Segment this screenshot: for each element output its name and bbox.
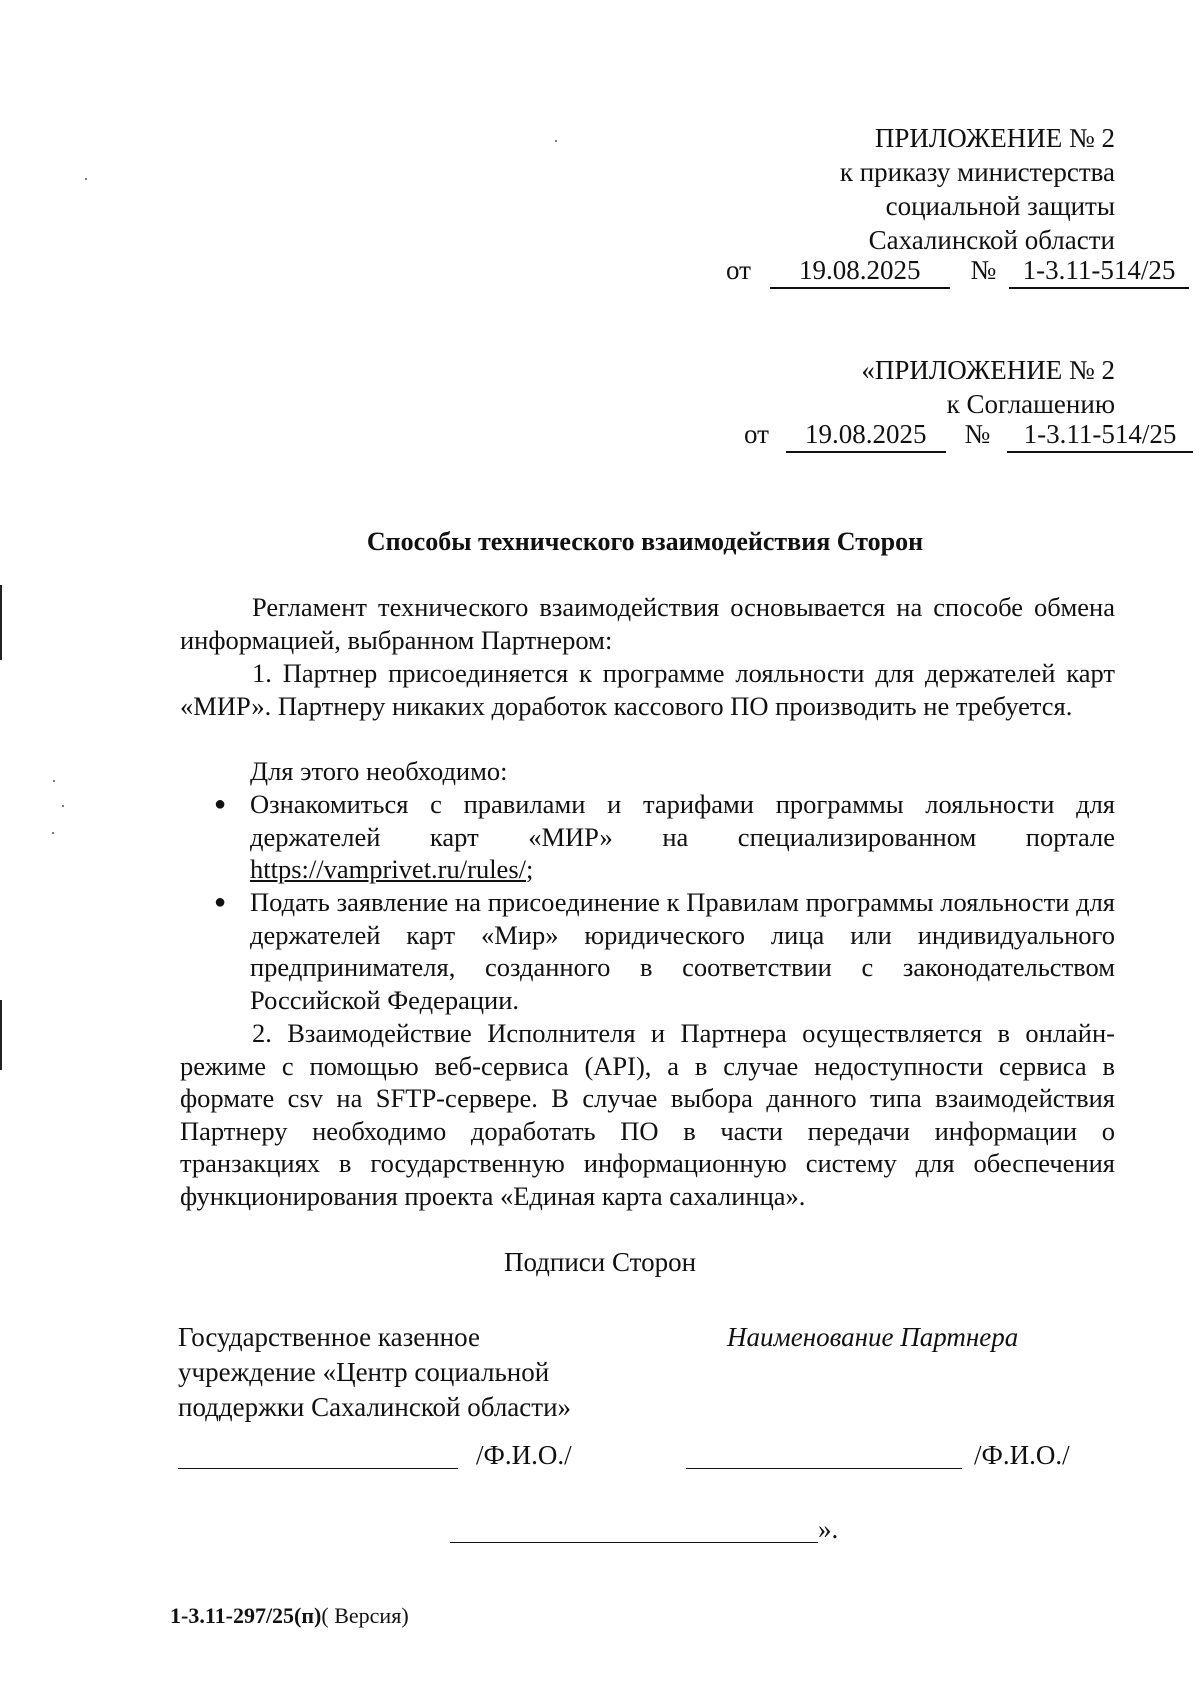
scan-edge-mark	[0, 585, 2, 660]
number-label: №	[970, 255, 997, 285]
bullet-icon: ●	[214, 793, 227, 815]
appendix-line: Сахалинской области	[868, 225, 1115, 255]
org-line: учреждение «Центр социальной	[178, 1357, 550, 1387]
left-fio: /Ф.И.О./	[476, 1440, 572, 1470]
agreement-title: «ПРИЛОЖЕНИЕ № 2	[861, 355, 1115, 385]
closing-quote: ».	[818, 1514, 839, 1544]
appendix-title: ПРИЛОЖЕНИЕ № 2	[874, 123, 1115, 153]
appendix-line: к приказу министерства	[839, 157, 1115, 187]
left-signature-line	[178, 1468, 458, 1469]
order-number: 1-3.11-514/25	[1009, 253, 1189, 289]
right-party-name: Наименование Партнера	[727, 1322, 1019, 1352]
right-signature-line	[686, 1468, 962, 1469]
appendix-header	[600, 121, 1115, 257]
order-date: 19.08.2025	[770, 253, 950, 289]
requirement-intro: Для этого необходимо:	[250, 756, 508, 786]
document-code: 1-3.11-297/25(п)	[170, 1603, 322, 1628]
scan-speck	[85, 178, 87, 180]
scan-speck	[62, 805, 64, 807]
right-fio: /Ф.И.О./	[974, 1440, 1070, 1470]
agreement-number: 1-3.11-514/25	[1007, 417, 1193, 453]
document-title: Способы технического взаимодействия Сторон	[366, 527, 924, 556]
appendix-line: социальной защиты	[885, 191, 1115, 221]
scan-edge-mark	[0, 1000, 2, 1070]
bullet-text: Ознакомиться с правилами и тарифами программы лояльности для держателей карт «МИР» на специализированном портале	[250, 789, 1115, 852]
footer-code	[170, 1603, 409, 1629]
from-label: от	[744, 419, 769, 449]
bullet-icon: ●	[214, 891, 227, 913]
rules-link[interactable]: https://vamprivet.ru/rules/	[250, 854, 526, 885]
item-2-paragraph: 2. Взаимодействие Исполнителя и Партнера осуществляется в онлайн-режиме с помощью веб-сервиса (API), а в случае недоступности сервиса в формате csv на SFTP-сервере. В случае выбора данного типа взаимодействия Партнеру необходимо доработать ПО в части передачи информации о транзакциях в государственную информационную систему для обеспечения функционирования проекта «Единая карта сахалинца».	[180, 1018, 1115, 1211]
closing-line	[450, 1542, 818, 1543]
scan-speck	[53, 780, 55, 782]
link-tail: ;	[526, 854, 534, 885]
org-line: Государственное казенное	[178, 1322, 480, 1352]
version-label: ( Версия)	[321, 1603, 409, 1628]
appendix-date-number	[726, 253, 1176, 289]
agreement-line: к Соглашению	[946, 389, 1115, 419]
from-label: от	[726, 255, 751, 285]
org-line: поддержки Сахалинской области»	[178, 1392, 572, 1422]
agreement-date-number	[744, 417, 1184, 453]
left-party-org	[178, 1320, 648, 1425]
bullet-item: Подать заявление на присоединение к Правилам программы лояльности для держателей карт «Мир» юридического лица или индивидуального предпринимателя, созданного в соответствии с законодательством Российской Федерации.	[250, 887, 1115, 1015]
agreement-date: 19.08.2025	[786, 417, 946, 453]
signatures-heading: Подписи Сторон	[503, 1247, 697, 1277]
bullet-item	[250, 788, 1115, 886]
intro-paragraph: Регламент технического взаимодействия основывается на способе обмена информацией, выбранном Партнером:	[180, 592, 1115, 655]
scan-speck	[555, 140, 557, 142]
item-1-paragraph: 1. Партнер присоединяется к программе лояльности для держателей карт «МИР». Партнеру никаких доработок кассового ПО производить не требуется.	[180, 658, 1115, 721]
number-label: №	[964, 419, 991, 449]
agreement-header	[600, 353, 1115, 421]
scan-speck	[52, 832, 54, 834]
